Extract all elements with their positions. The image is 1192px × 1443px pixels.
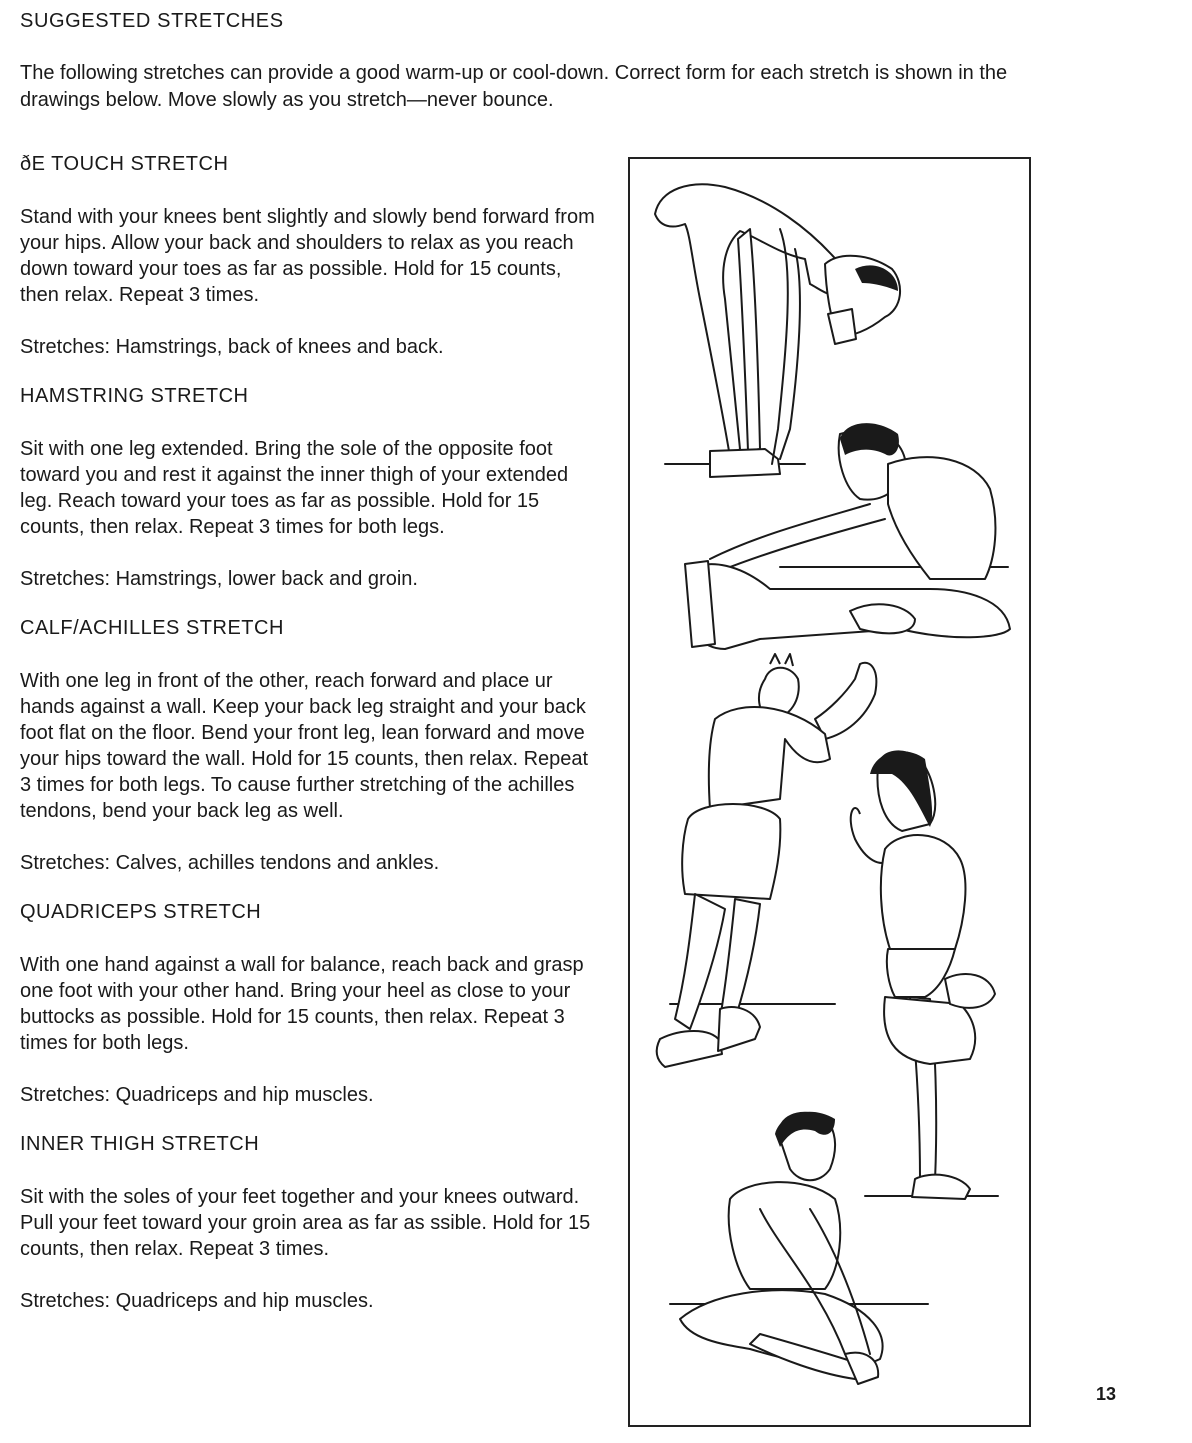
- stretch-title: CALF/ACHILLES STRETCH: [20, 617, 284, 639]
- stretch-instructions: Sit with the soles of your feet together and your knees outward. Pull your feet toward your groin area as far as ssible. Hold for 15 counts, then relax. Repeat 3 times.: [20, 1186, 591, 1260]
- page-heading: SUGGESTED STRETCHES: [20, 10, 284, 32]
- stretch-targets: Stretches: Hamstrings, back of knees and back.: [20, 336, 444, 358]
- quadriceps-figure: [851, 751, 998, 1199]
- stretch-instructions: With one hand against a wall for balance, reach back and grasp one foot with your other hand. Bring your heel as close to your buttocks as possible. Hold for 15 counts, then relax. Repeat 3 times for both legs.: [20, 954, 584, 1054]
- stretch-instructions: Sit with one leg extended. Bring the sole of the opposite foot toward you and rest it against the inner thigh of your extended leg. Reach toward your toes as far as possible. Hold for 15 counts, then relax. Repeat 3 times for both legs.: [20, 438, 569, 538]
- stretch-title: HAMSTRING STRETCH: [20, 385, 249, 407]
- intro-paragraph: The following stretches can provide a good warm-up or cool-down. Correct form for each stretch is shown in the drawings below. Move slowly as you stretch—never bounce.: [20, 62, 1008, 111]
- stretch-instructions: Stand with your knees bent slightly and slowly bend forward from your hips. Allow your back and shoulders to relax as you reach down toward your toes as far as possible. Hold for 15 counts, then relax. Repeat 3 times.: [20, 206, 595, 306]
- stretch-title: ðE TOUCH STRETCH: [20, 153, 229, 175]
- illustration-panel: [628, 157, 1031, 1427]
- stretch-targets: Stretches: Hamstrings, lower back and groin.: [20, 568, 418, 590]
- stretch-toe-touch: [20, 152, 600, 360]
- stretch-inner-thigh: [20, 1132, 600, 1314]
- stretch-hamstring: [20, 384, 600, 592]
- stretch-targets: Stretches: Calves, achilles tendons and ankles.: [20, 852, 440, 874]
- page-number: 13: [1096, 1384, 1117, 1404]
- stretch-illustrations: [630, 159, 1033, 1429]
- stretch-targets: Stretches: Quadriceps and hip muscles.: [20, 1290, 374, 1312]
- stretch-instructions: With one leg in front of the other, reach forward and place ur hands against a wall. Keep your back leg straight and your back foot flat on the floor. Bend your front leg, lean forward and move your hips toward the wall. Hold for 15 counts, then relax. Repeat 3 times for both legs. To cause further stretching of the achilles tendons, bend your back leg as well.: [20, 670, 589, 822]
- inner-thigh-figure: [670, 1112, 928, 1384]
- stretch-list: [20, 152, 600, 1338]
- stretch-quadriceps: [20, 900, 600, 1108]
- stretch-targets: Stretches: Quadriceps and hip muscles.: [20, 1084, 374, 1106]
- calf-achilles-figure: [657, 654, 877, 1067]
- stretch-title: QUADRICEPS STRETCH: [20, 901, 262, 923]
- stretch-calf-achilles: [20, 616, 600, 876]
- stretch-title: INNER THIGH STRETCH: [20, 1133, 260, 1155]
